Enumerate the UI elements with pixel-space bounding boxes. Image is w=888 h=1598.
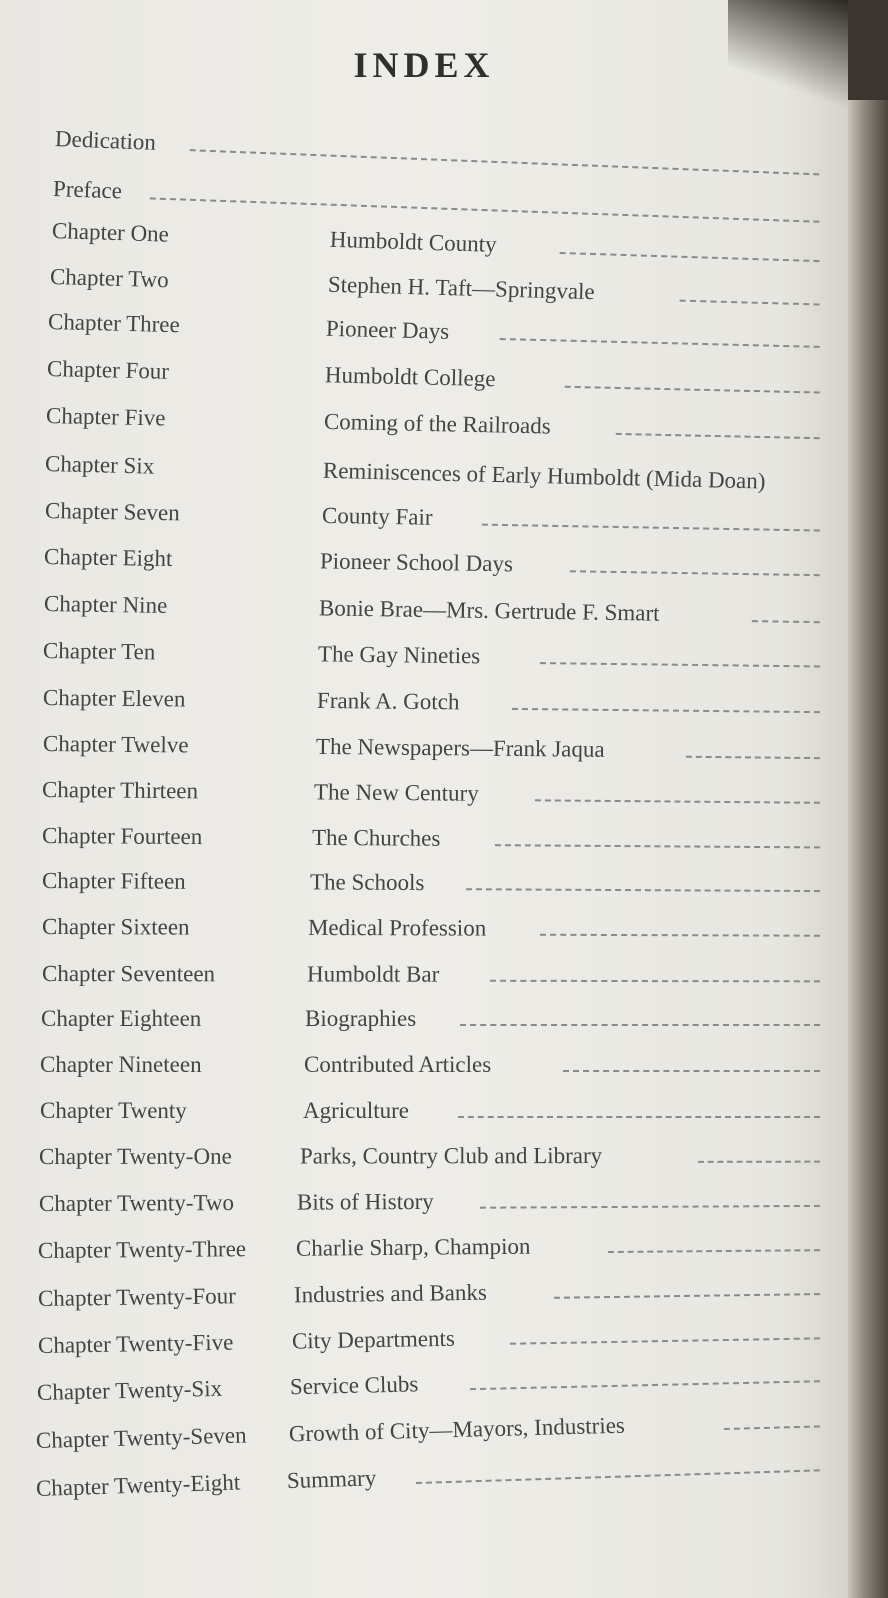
index-entry	[44, 585, 831, 637]
index-entry	[42, 862, 830, 906]
dot-leader	[510, 1337, 820, 1344]
dot-leader	[460, 1024, 820, 1026]
chapter-topic: Humboldt College	[324, 362, 496, 392]
chapter-topic: Medical Profession	[307, 914, 487, 941]
dot-leader	[495, 844, 820, 848]
dot-leader	[535, 799, 820, 803]
chapter-topic: Industries and Banks	[293, 1279, 488, 1308]
chapter-label: Chapter Six	[44, 451, 155, 479]
dot-leader	[686, 756, 820, 759]
chapter-topic: Bonie Brae—Mrs. Gertrude F. Smart	[318, 595, 660, 626]
chapter-label: Chapter Fourteen	[41, 823, 203, 850]
chapter-label: Chapter Twelve	[42, 731, 189, 758]
dot-leader	[190, 149, 820, 175]
chapter-topic: Pioneer School Days	[319, 548, 514, 577]
dot-leader	[466, 888, 820, 892]
dot-leader	[563, 1070, 820, 1072]
chapter-topic: Service Clubs	[289, 1371, 419, 1400]
dot-leader	[470, 1380, 820, 1390]
chapter-label: Chapter Three	[47, 309, 181, 338]
chapter-label: Chapter Eight	[43, 544, 173, 572]
chapter-label: Chapter Seventeen	[41, 961, 216, 987]
index-entry	[42, 817, 830, 863]
index-entry	[43, 725, 830, 773]
index-entry	[44, 538, 831, 590]
dot-leader	[480, 1205, 820, 1209]
dot-leader	[540, 934, 820, 937]
dot-leader	[565, 386, 820, 394]
chapter-topic: Stephen H. Taft—Springvale	[327, 271, 596, 305]
chapter-label: Chapter Five	[45, 403, 166, 431]
dot-leader	[560, 252, 820, 262]
index-entry	[42, 771, 830, 818]
index-entry	[38, 1225, 830, 1272]
dot-leader	[608, 1249, 820, 1253]
dot-leader	[554, 1293, 820, 1299]
chapter-label: Chapter Ten	[42, 638, 156, 665]
chapter-topic: Agriculture	[303, 1098, 410, 1123]
chapter-topic: Charlie Sharp, Champion	[295, 1233, 531, 1261]
chapter-label: Chapter Twenty-One	[38, 1143, 232, 1169]
chapter-topic: Growth of City—Mayors, Industries	[288, 1412, 626, 1447]
index-entry	[46, 397, 831, 453]
book-page-edge	[848, 100, 888, 1598]
chapter-label: Chapter Twenty-Eight	[35, 1469, 241, 1501]
dot-leader	[540, 662, 820, 667]
chapter-label: Chapter Eighteen	[41, 1006, 202, 1031]
dot-leader	[416, 1469, 820, 1484]
index-entry	[43, 632, 830, 682]
index-entry	[42, 955, 830, 996]
dot-leader	[512, 708, 820, 713]
chapter-topic: Contributed Articles	[304, 1052, 492, 1077]
dot-leader	[752, 620, 820, 623]
chapter-topic: Pioneer Days	[325, 315, 450, 344]
chapter-topic: Coming of the Railroads	[323, 408, 551, 439]
chapter-label: Chapter Twenty-Three	[37, 1236, 247, 1263]
chapter-label: Chapter Twenty-Two	[38, 1189, 235, 1216]
index-entry	[39, 1137, 830, 1178]
dot-leader	[482, 524, 820, 532]
dot-leader	[698, 1161, 820, 1163]
chapter-topic: Parks, Country Club and Library	[299, 1143, 603, 1169]
chapter-topic: Bits of History	[296, 1188, 434, 1215]
index-entry	[38, 1269, 830, 1320]
chapter-label: Chapter Sixteen	[41, 914, 190, 940]
chapter-topic: Humboldt County	[329, 226, 497, 257]
chapter-label: Chapter Seven	[44, 498, 180, 526]
chapter-label: Chapter Twenty	[40, 1098, 187, 1123]
chapter-label: Chapter One	[51, 218, 170, 247]
chapter-topic: County Fair	[321, 502, 433, 530]
chapter-label: Chapter Nine	[43, 591, 168, 618]
chapter-label: Chapter Four	[46, 356, 170, 384]
index-entry	[40, 1092, 830, 1132]
chapter-topic: Humboldt Bar	[306, 961, 440, 987]
index-entry	[40, 1046, 830, 1086]
chapter-label: Chapter Twenty-Four	[37, 1283, 237, 1311]
chapter-label: Preface	[52, 176, 123, 204]
chapter-topic: Biographies	[305, 1006, 417, 1031]
chapter-label: Chapter Thirteen	[41, 777, 199, 804]
dot-leader	[490, 980, 820, 983]
index-entry	[42, 908, 830, 951]
chapter-topic: The Gay Nineties	[317, 641, 481, 669]
chapter-topic: The Newspapers—Frank Jaqua	[315, 733, 605, 762]
chapter-topic: Frank A. Gotch	[316, 687, 460, 715]
chapter-label: Chapter Fifteen	[41, 868, 186, 894]
chapter-label: Chapter Twenty-Five	[37, 1329, 234, 1358]
chapter-topic: Reminiscences of Early Humboldt (Mida Doan)	[322, 457, 766, 494]
chapter-label: Chapter Two	[49, 264, 170, 293]
index-entry	[39, 1181, 830, 1225]
chapter-topic: City Departments	[291, 1325, 456, 1354]
dot-leader	[724, 1425, 820, 1430]
dot-leader	[500, 338, 820, 348]
dot-leader	[458, 1116, 820, 1118]
chapter-label: Dedication	[54, 126, 157, 155]
chapter-topic: The Schools	[309, 869, 425, 896]
chapter-label: Chapter Nineteen	[40, 1052, 202, 1077]
chapter-label: Chapter Eleven	[42, 685, 186, 712]
chapter-topic: The Churches	[311, 824, 441, 851]
page-title: INDEX	[353, 45, 495, 85]
dot-leader	[680, 300, 820, 306]
index-entry	[41, 1000, 830, 1040]
index-entry	[43, 679, 830, 727]
dot-leader	[616, 433, 820, 439]
chapter-topic: Summary	[286, 1465, 377, 1494]
chapter-topic: The New Century	[313, 779, 479, 806]
chapter-label: Chapter Twenty-Seven	[35, 1422, 247, 1453]
dot-leader	[570, 570, 820, 576]
chapter-label: Chapter Twenty-Six	[36, 1375, 223, 1405]
